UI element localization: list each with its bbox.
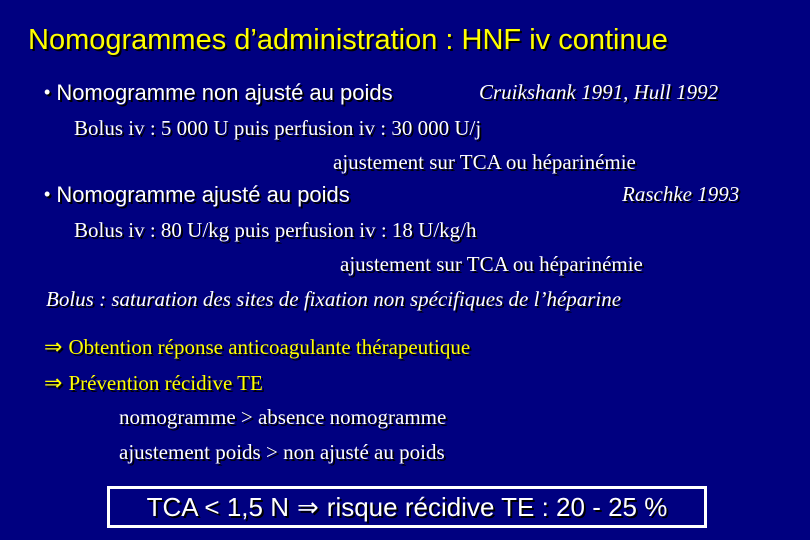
- slide-title: Nomogrammes d’administration : HNF iv continue: [28, 24, 668, 56]
- outcome-2-text: Prévention récidive TE: [68, 371, 263, 395]
- section-1-adjustment: ajustement sur TCA ou héparinémie: [333, 150, 636, 174]
- conclusion-prefix: TCA < 1,5 N: [146, 491, 289, 522]
- outcome-1-text: Obtention réponse anticoagulante thérapeutique: [68, 335, 471, 359]
- bullet-icon: •: [44, 184, 51, 204]
- conclusion-suffix: risque récidive TE : 20 - 25 %: [326, 491, 668, 522]
- comparison-1: nomogramme > absence nomogramme: [119, 405, 447, 429]
- section-2-reference: Raschke 1993: [622, 182, 740, 206]
- conclusion-box: [107, 486, 707, 528]
- implies-arrow-icon: ⇒: [296, 491, 319, 522]
- comparison-2: ajustement poids > non ajusté au poids: [119, 440, 445, 464]
- section-2-adjustment: ajustement sur TCA ou héparinémie: [340, 252, 643, 276]
- outcome-2-line: [44, 370, 263, 396]
- implies-arrow-icon: ⇒: [44, 334, 63, 359]
- section-1-reference: Cruikshank 1991, Hull 1992: [479, 80, 719, 104]
- section-1-detail: Bolus iv : 5 000 U puis perfusion iv : 30 000 U/j: [74, 116, 482, 140]
- bolus-note: Bolus : saturation des sites de fixation non spécifiques de l’héparine: [46, 287, 622, 311]
- bullet-icon: •: [44, 82, 51, 102]
- section-1-heading: Nomogramme non ajusté au poids: [56, 80, 393, 105]
- section-2-heading: Nomogramme ajusté au poids: [56, 182, 350, 207]
- section-1-heading-line: [44, 80, 393, 106]
- outcome-1-line: [44, 334, 470, 360]
- section-2-heading-line: [44, 182, 350, 208]
- section-2-detail: Bolus iv : 80 U/kg puis perfusion iv : 18 U/kg/h: [74, 218, 477, 242]
- implies-arrow-icon: ⇒: [44, 370, 63, 395]
